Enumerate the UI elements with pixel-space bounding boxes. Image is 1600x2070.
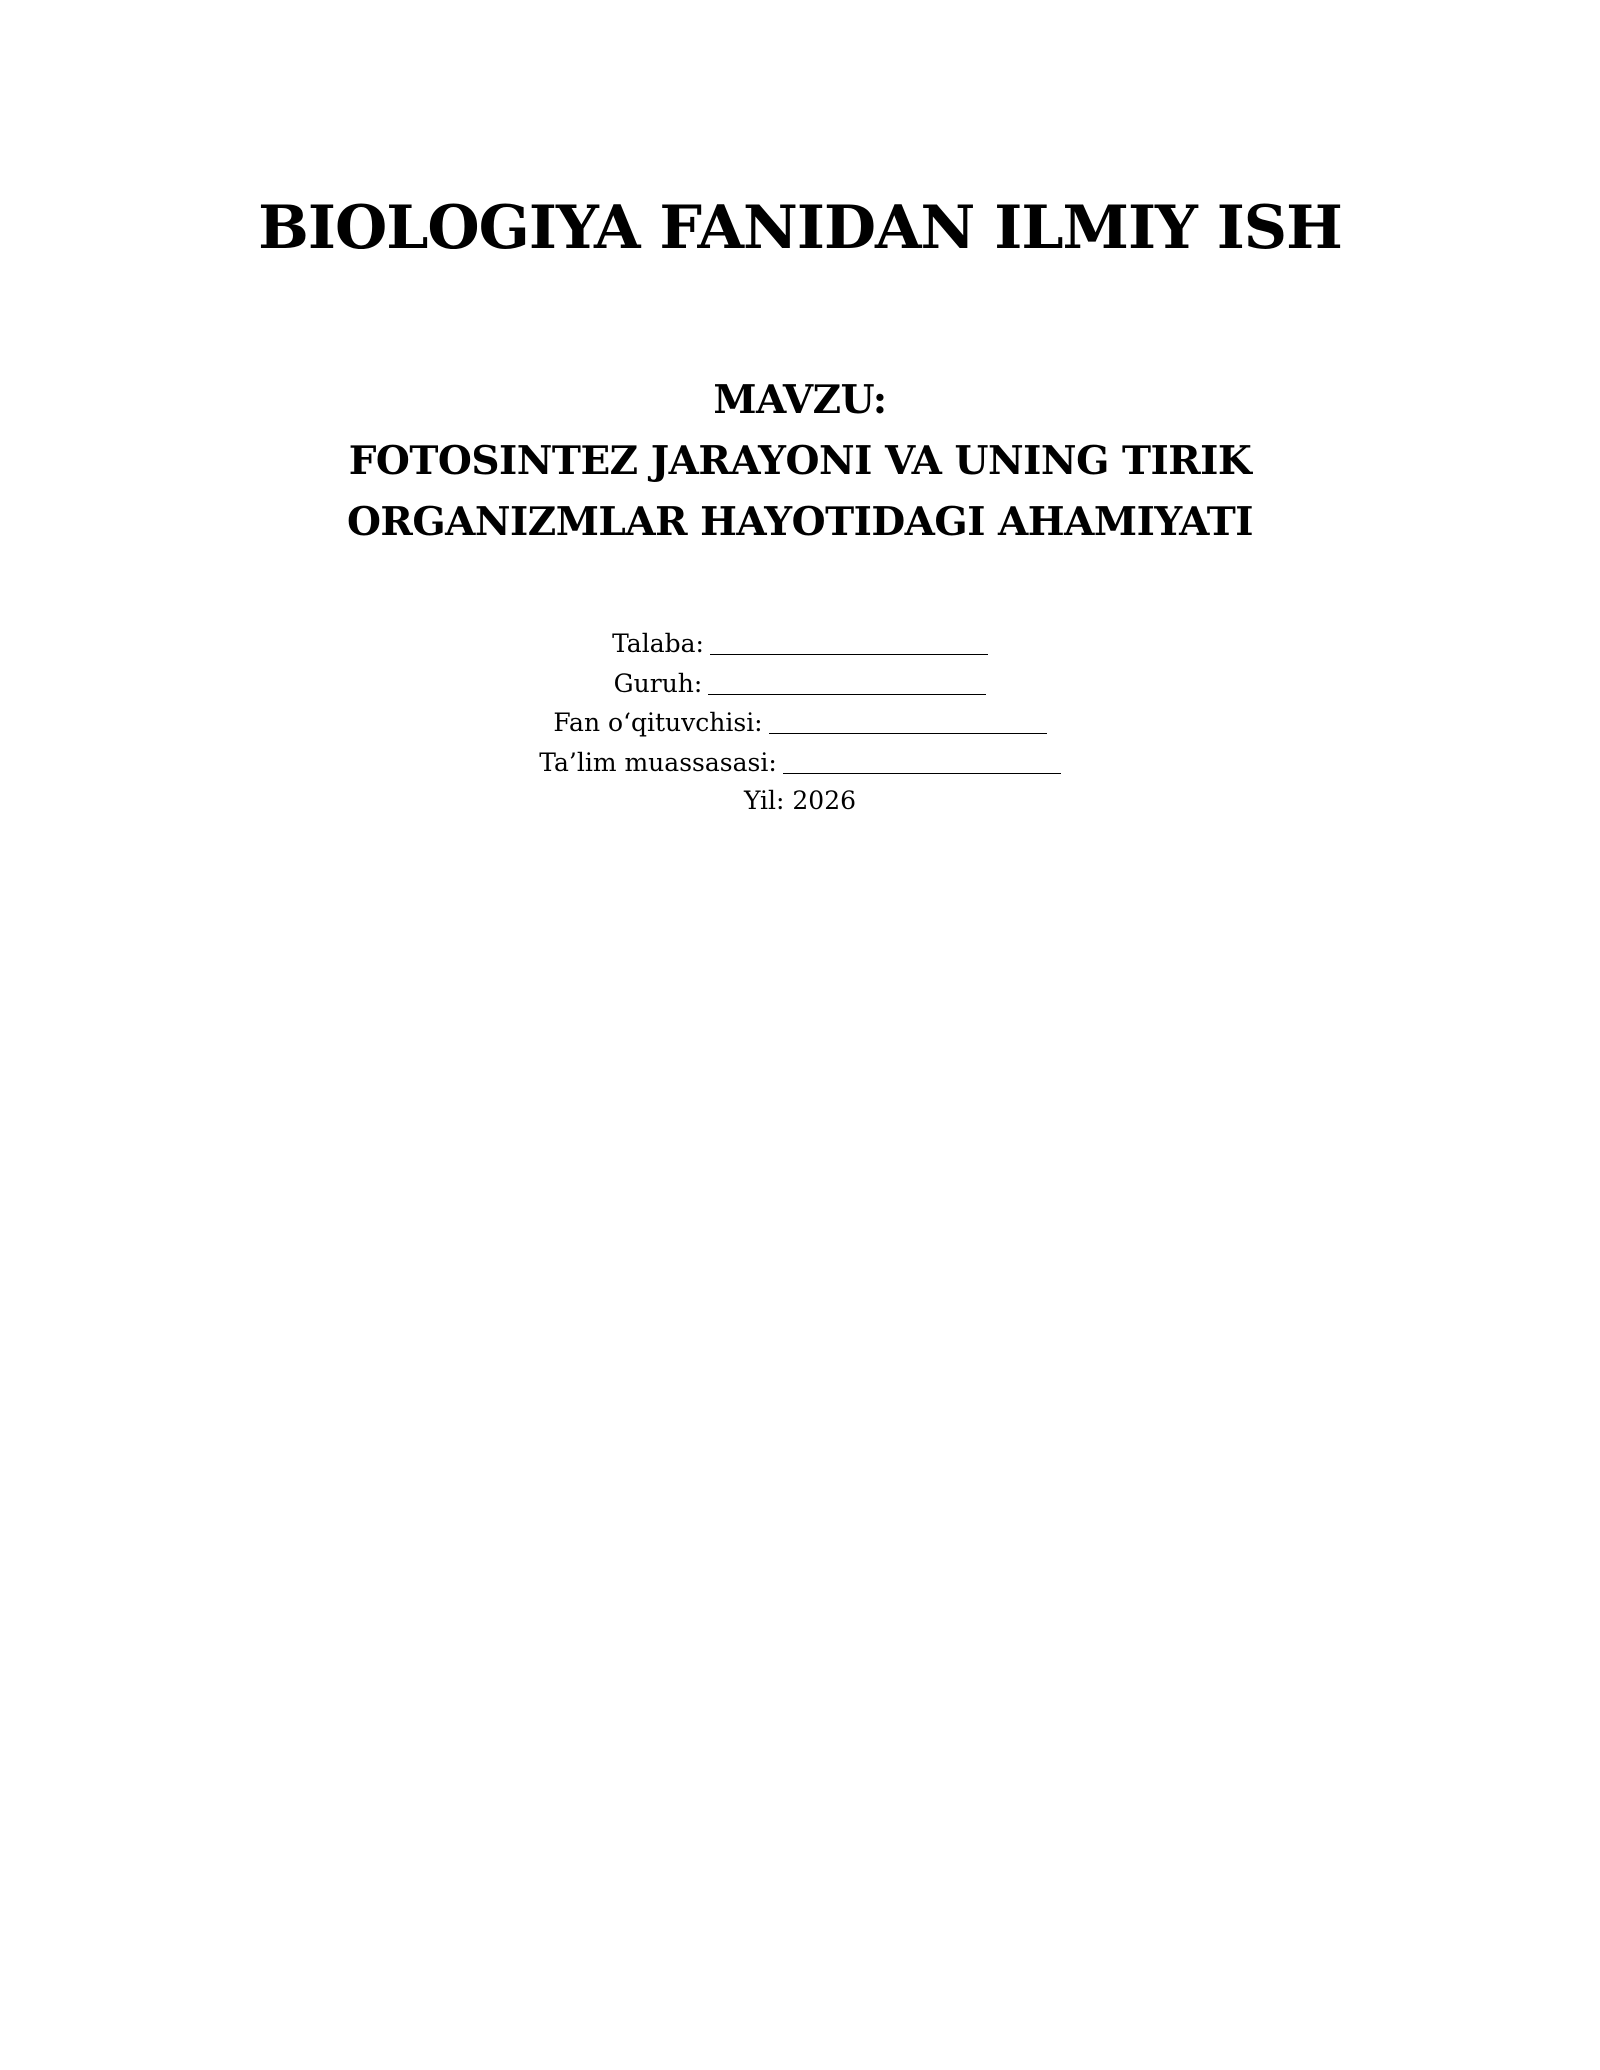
field-group-blank [708,667,986,695]
year-line: Yil: 2026 [743,786,857,815]
field-student-blank [710,627,988,655]
document-title: BIOLOGIYA FANIDAN ILMIY ISH [258,193,1342,263]
field-student [0,624,1600,664]
topic-line-2: ORGANIZMLAR HAYOTIDAGI AHAMIYATI [346,499,1254,545]
field-group-label: Guruh: [613,668,703,698]
student-info-block [0,624,1600,821]
topic-label: MAVZU: [713,377,887,423]
field-teacher [0,703,1600,743]
topic-line-1: FOTOSINTEZ JARAYONI VA UNING TIRIK [348,438,1252,484]
field-group [0,664,1600,704]
field-teacher-label: Fan o‘qituvchisi: [553,708,763,737]
field-teacher-blank [769,706,1047,734]
field-institution-label: Ta’lim muassasasi: [539,747,777,777]
field-institution [0,743,1600,783]
field-student-label: Talaba: [612,629,704,658]
topic-block [0,370,1600,553]
field-institution-blank [783,746,1061,774]
